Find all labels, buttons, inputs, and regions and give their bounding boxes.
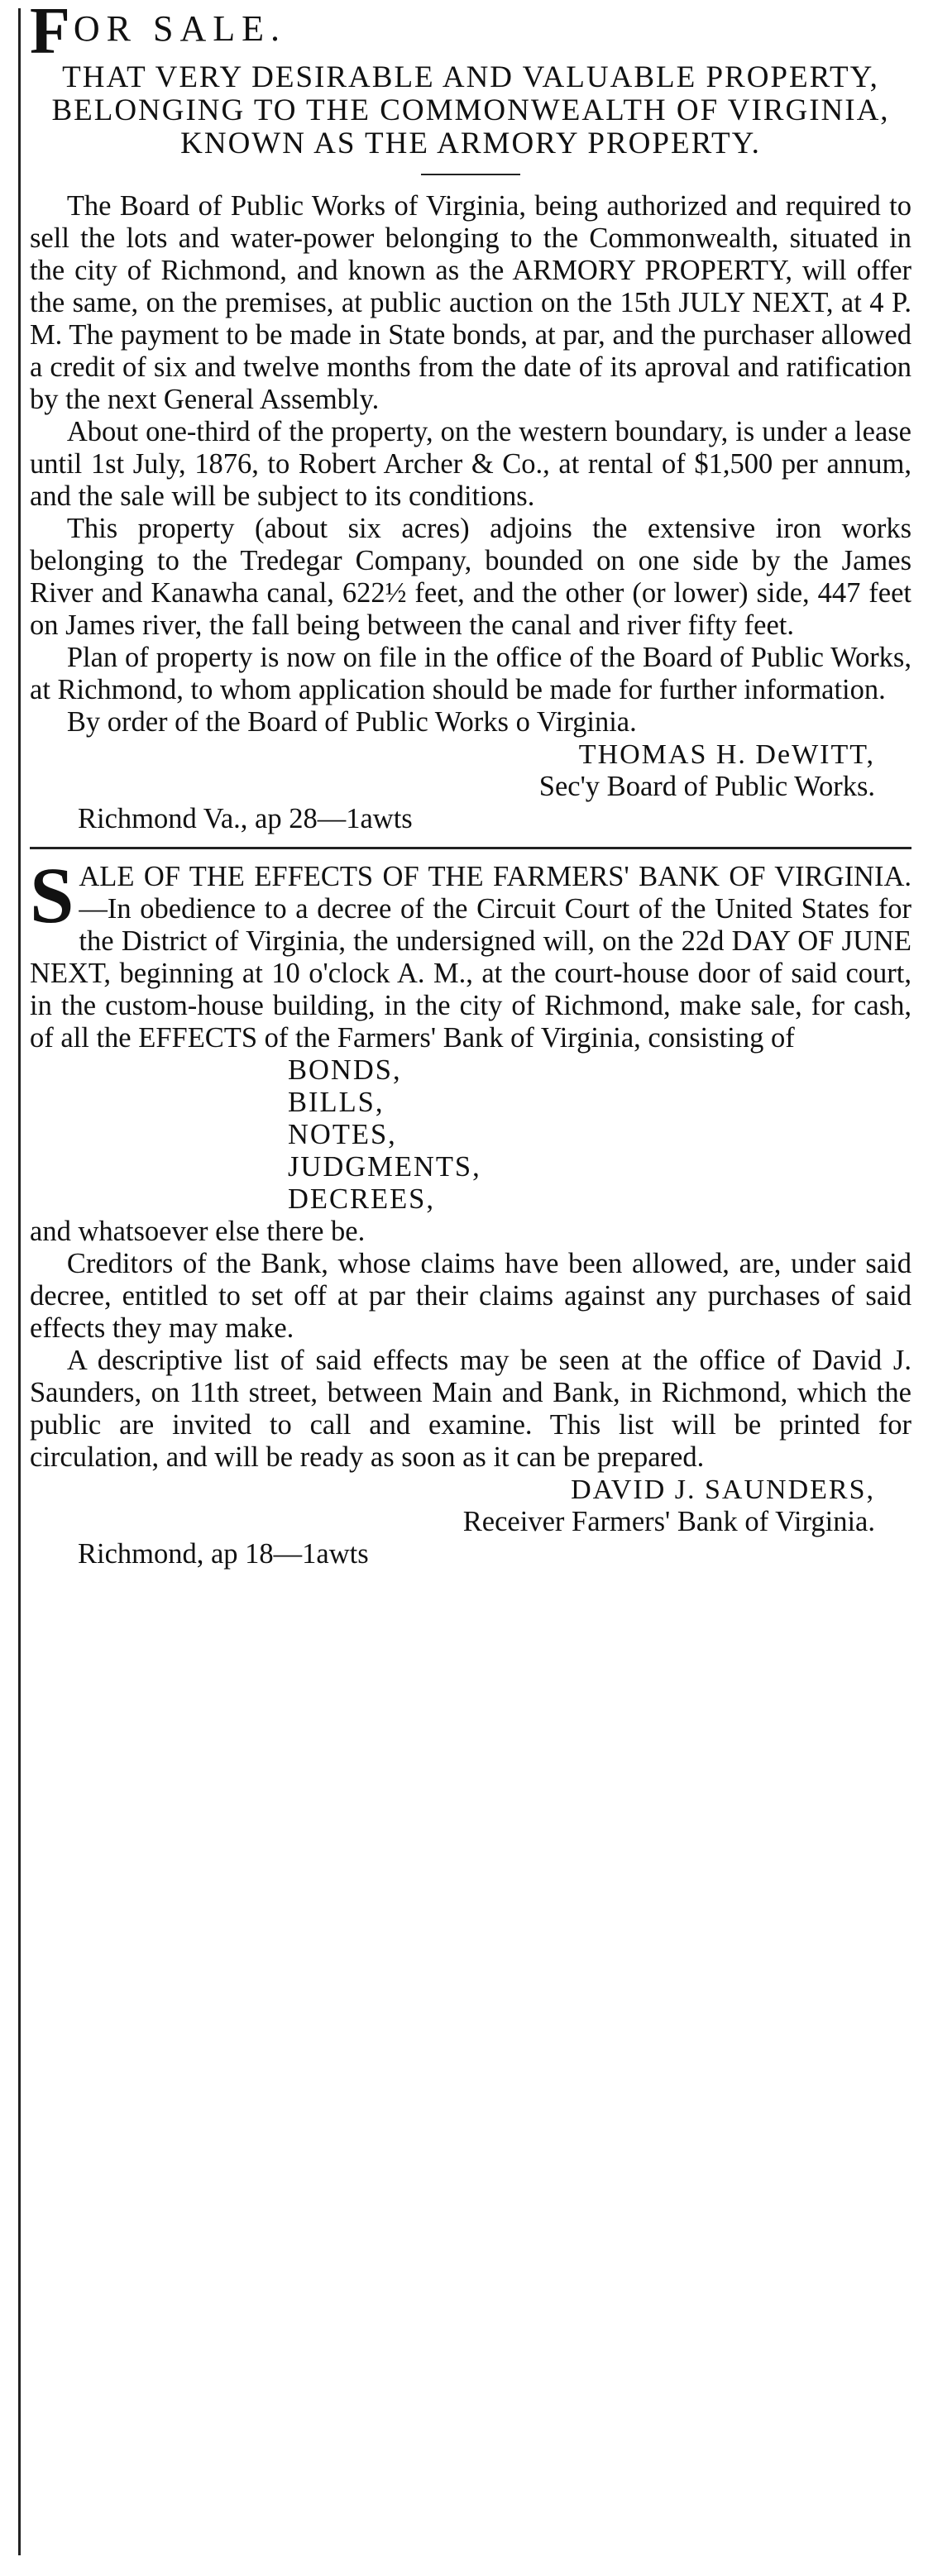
signer-title: Sec'y Board of Public Works. [538, 771, 875, 802]
paragraph-creditors: Creditors of the Bank, whose claims have been allowed, are, under said decree, entitled to set off at par their claims against any purchases of said effects they may make. [30, 1248, 911, 1344]
signer-name: THOMAS H. DeWITT, [578, 739, 875, 770]
dateline: Richmond, ap 18—1awts [78, 1538, 369, 1570]
paragraph-description: This property (about six acres) adjoins the extensive iron works belonging to the Tredegar Company, bounded on one side by the James River and Kanawha canal, 622½ feet, and the other (or lower) side, 447 feet on James river, the fall being between the canal and river fifty feet. [30, 513, 911, 641]
after-list-text: and whatsoever else there be. [30, 1216, 366, 1247]
paragraph-descriptive-list: A descriptive list of said effects may be seen at the office of David J. Saunders, on 11th street, between Main and Bank, in Richmond, which the public are invited to call and examine. This list will be printed for circulation, and will be ready as soon as it can be prepared. [30, 1345, 911, 1473]
paragraph-plan: Plan of property is now on file in the office of the Board of Public Works, at Richmond, to whom application should be made for further information. [30, 642, 911, 705]
ad-heading [30, 0, 911, 68]
paragraph-lease: About one-third of the property, on the western boundary, is under a lease until 1st July, 1876, to Robert Archer & Co., at rental of $1,500 per annum, and the sale will be subject to its conditions. [30, 416, 911, 512]
heading-text: OR SALE. [73, 8, 286, 49]
signer-title: Receiver Farmers' Bank of Virginia. [462, 1506, 875, 1537]
signer-name: DAVID J. SAUNDERS, [571, 1474, 875, 1505]
paragraph-sale-terms: The Board of Public Works of Virginia, being authorized and required to sell the lots and water-power belonging to the Commonwealth, situated in the city of Richmond, and known as the ARMORY PROPERTY, will offer the same, on the premises, at public auction on the 15th JULY NEXT, at 4 P. M. The payment to be made in State bonds, at par, and the purchaser allowed a credit of six and twelve months from the date of its aproval and ratification by the next General Assembly. [30, 190, 911, 415]
farmers-bank-ad [30, 851, 911, 1570]
effects-list [30, 1054, 911, 1216]
order-line: By order of the Board of Public Works o Virginia. [66, 706, 637, 738]
headline-divider [421, 174, 520, 175]
list-item: JUDGMENTS, [288, 1151, 481, 1183]
dateline: Richmond Va., ap 28—1awts [78, 803, 413, 834]
heading-initial: F [30, 0, 70, 68]
paragraph-sale-notice [30, 851, 911, 1054]
ad-headline: THAT VERY DESIRABLE AND VALUABLE PROPERTY, BELONGING TO THE COMMONWEALTH OF VIRGINIA, KNOWN AS THE ARMORY PROPERTY. [51, 60, 890, 160]
list-item: BONDS, [288, 1054, 402, 1086]
armory-property-ad [30, 0, 911, 835]
drop-cap-initial: S [30, 851, 74, 939]
sale-notice-text: ALE OF THE EFFECTS OF THE FARMERS' BANK OF VIRGINIA.—In obedience to a decree of the Circuit Court of the United States for the District of Virginia, the undersigned will, on the 22d DAY OF JUNE NEXT, beginning at 10 o'clock A. M., at the court-house door of said court, in the custom-house building, in the city of Richmond, make sale, for cash, of all the EFFECTS of the Farmers' Bank of Virginia, consisting of [30, 861, 911, 1054]
ad-divider [30, 847, 911, 849]
list-item: BILLS, [288, 1087, 385, 1118]
column-rule-left [18, 8, 21, 2555]
newspaper-column [30, 0, 911, 1570]
list-item: NOTES, [288, 1119, 397, 1150]
list-item: DECREES, [288, 1183, 435, 1215]
